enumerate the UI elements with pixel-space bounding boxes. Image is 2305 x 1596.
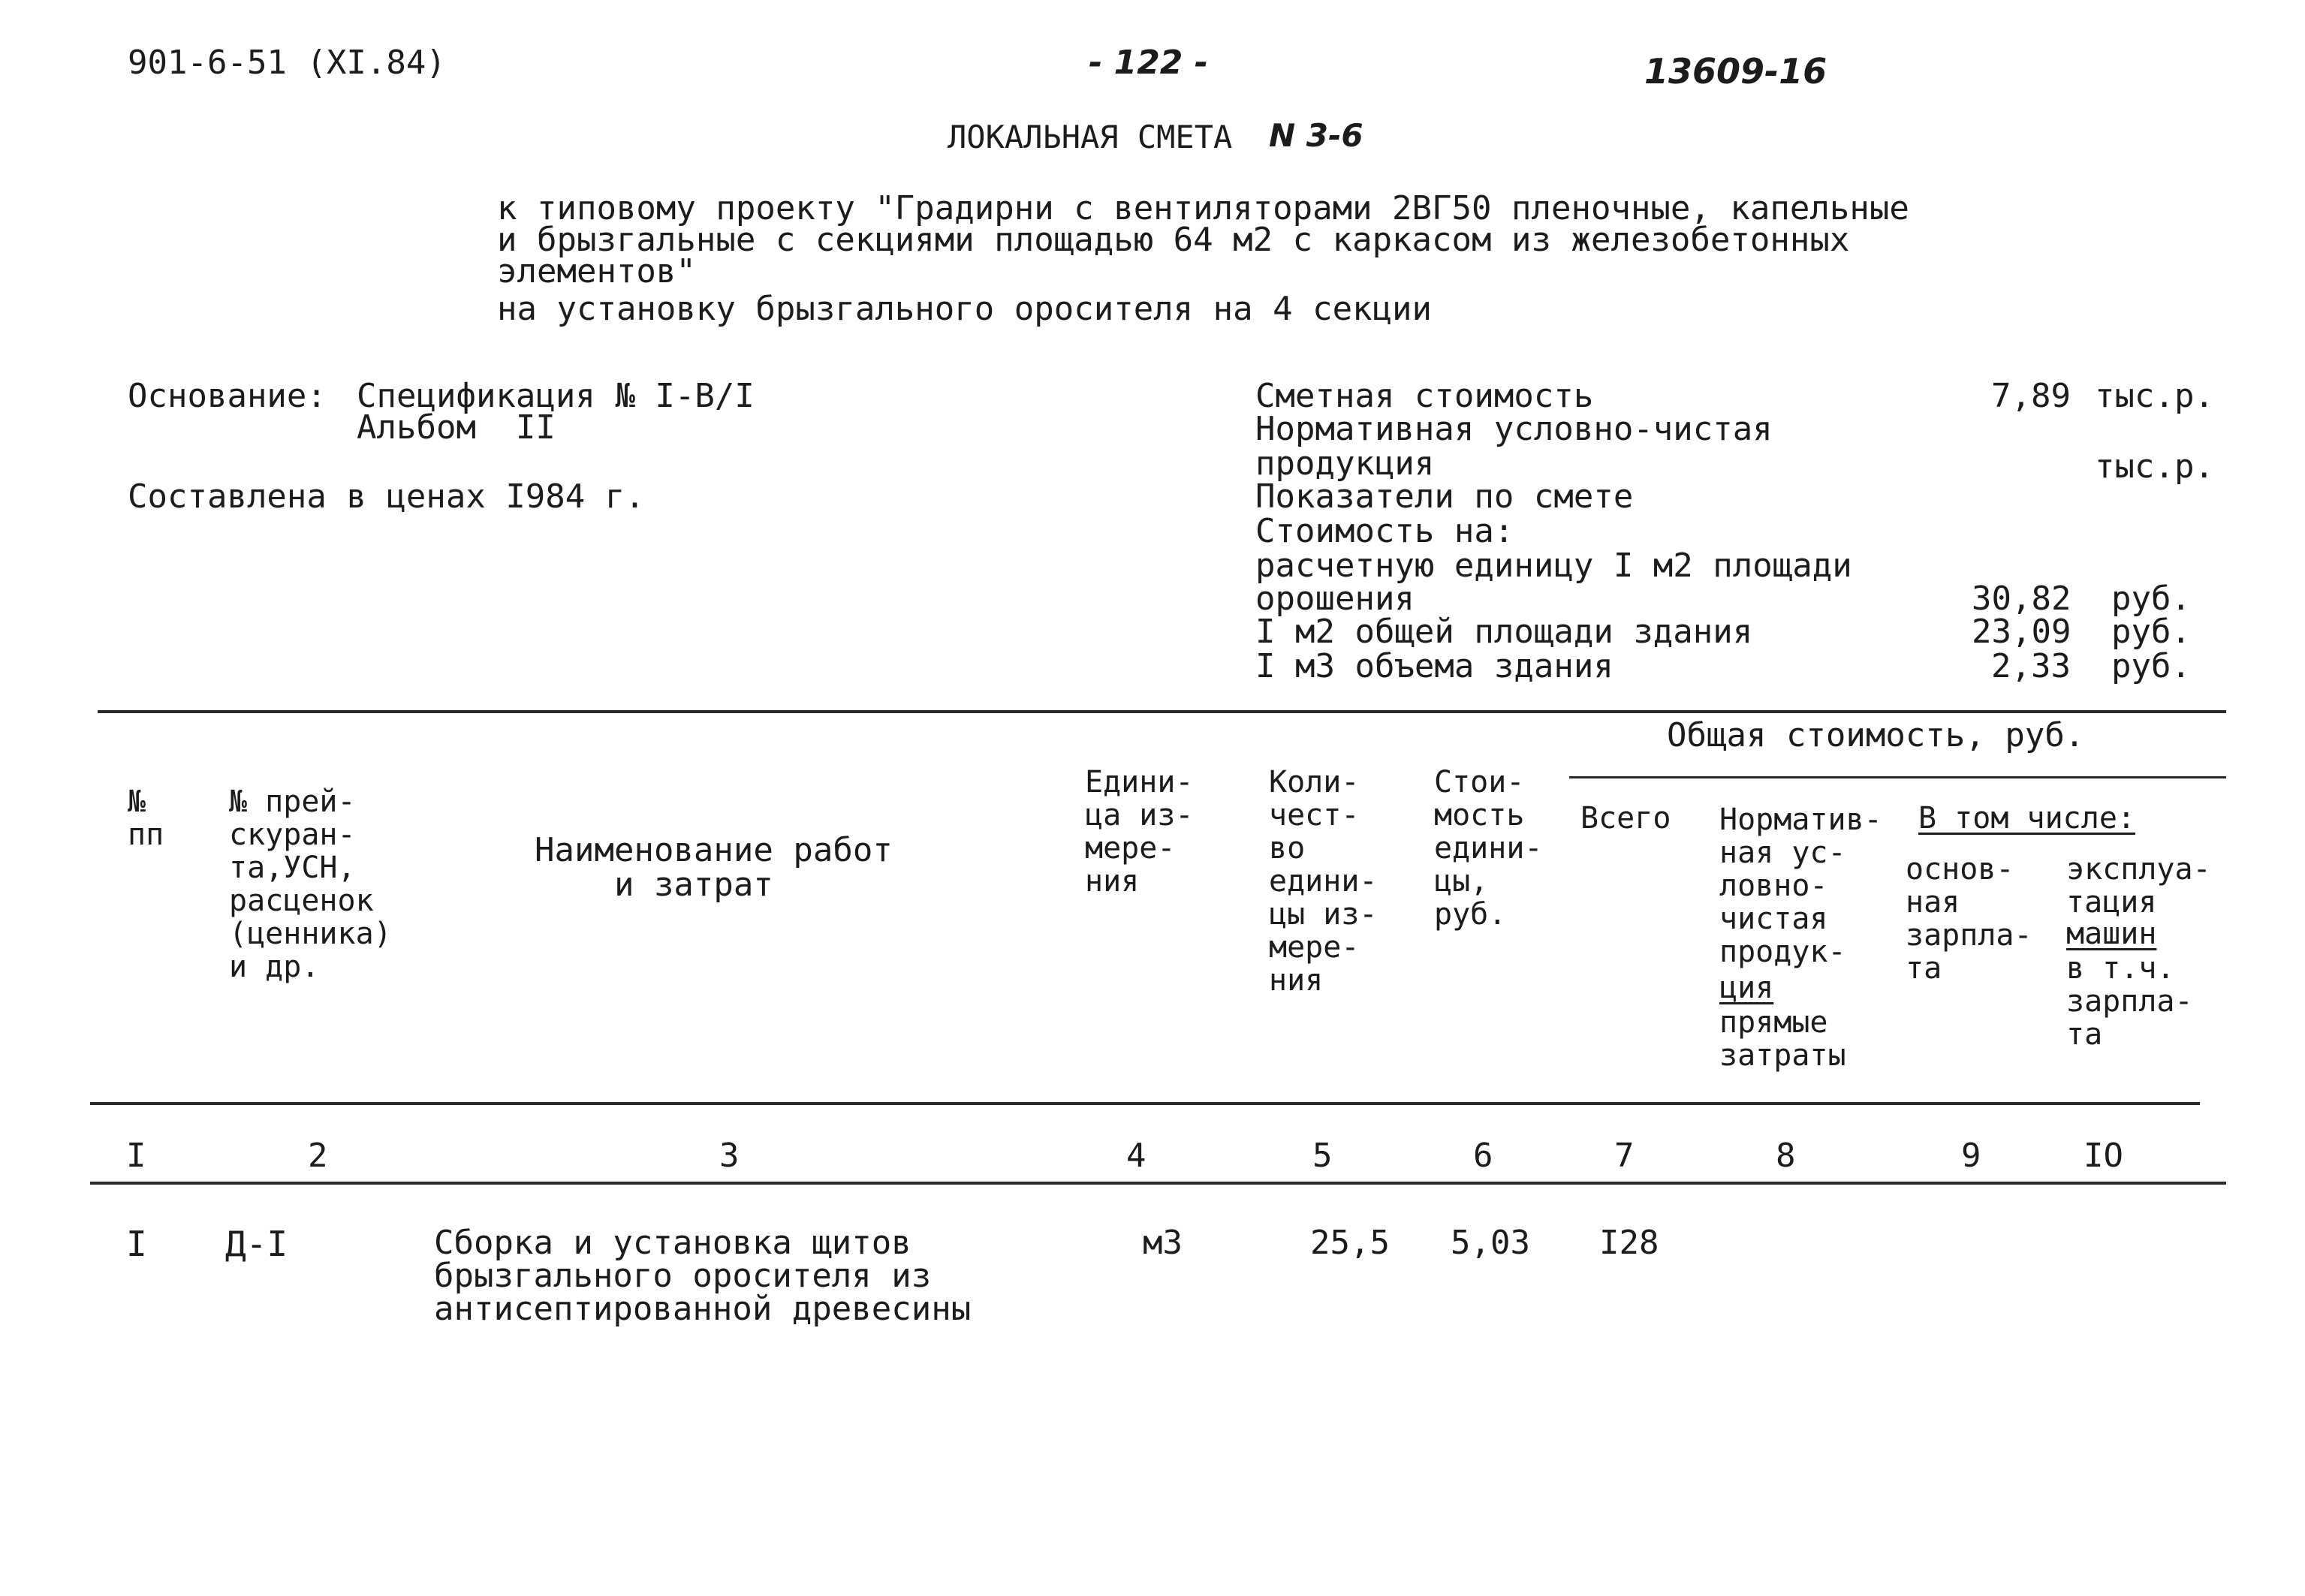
col-header-normative-underlined: ция bbox=[1719, 971, 1774, 1005]
basis-specification: Спецификация № I-В/I bbox=[357, 377, 755, 415]
column-number: I bbox=[126, 1137, 146, 1175]
col-header-price-list: № прей- скуран- та,УСН, расценок (ценника) и др. bbox=[229, 784, 392, 984]
total-cost-header: Общая стоимость, руб. bbox=[1667, 716, 2085, 754]
row-unit-cost: 5,03 bbox=[1451, 1224, 1530, 1262]
prices-year: Составлена в ценах I984 г. bbox=[128, 477, 645, 516]
table-top-rule bbox=[98, 710, 2226, 713]
subtitle-line-4: на установку брызгального оросителя на 4 секции bbox=[497, 290, 1433, 328]
column-number: 2 bbox=[308, 1137, 328, 1175]
volume-cost-label: I м3 объема здания bbox=[1255, 647, 1614, 685]
unit-cost-label-2: орошения bbox=[1255, 580, 1415, 618]
volume-cost-value: 2,33 bbox=[1991, 647, 2071, 685]
col-header-salary: основ- ная зарпла- та bbox=[1906, 852, 2032, 986]
column-number: IO bbox=[2084, 1137, 2123, 1175]
area-cost-label: I м2 общей площади здания bbox=[1255, 613, 1753, 651]
volume-cost-unit: руб. bbox=[2111, 647, 2191, 685]
column-number: 8 bbox=[1776, 1137, 1796, 1175]
total-cost-rule bbox=[1569, 776, 2226, 778]
page-number: - 122 - bbox=[1089, 44, 1209, 82]
column-number: 5 bbox=[1312, 1137, 1333, 1175]
row-unit: м3 bbox=[1143, 1224, 1183, 1262]
normative-label-1: Нормативная условно-чистая bbox=[1255, 410, 1773, 448]
normative-unit: тыс.р. bbox=[2095, 447, 2214, 486]
estimate-number: N 3-6 bbox=[1269, 117, 1363, 154]
subtitle-line-1: к типовому проекту "Градирни с вентиляторами 2ВГ50 пленочные, капельные bbox=[497, 189, 1909, 227]
normative-label-2: продукция bbox=[1255, 444, 1435, 483]
estimate-cost-label: Сметная стоимость bbox=[1255, 377, 1594, 415]
basis-album: Альбом II bbox=[357, 408, 556, 447]
col-header-unit-cost: Стои- мость едини- цы, руб. bbox=[1434, 765, 1543, 932]
indicators-label: Показатели по смете bbox=[1255, 477, 1634, 516]
in-that-number-header: В том числе: bbox=[1918, 801, 2135, 836]
col-header-quantity: Коли- чест- во едини- цы из- мере- ния bbox=[1269, 765, 1378, 998]
subtitle-line-2: и брызгальные с секциями площадью 64 м2 с каркасом из железобетонных bbox=[497, 221, 1850, 259]
col-header-machines-underlined: машин bbox=[2066, 917, 2157, 951]
col-header-machines-salary: в т.ч. зарпла- та bbox=[2066, 951, 2193, 1052]
col-header-machines: эксплуа- тация bbox=[2066, 852, 2211, 920]
row-work-name: Сборка и установка щитов брызгального оросителя из антисептированной древесины bbox=[434, 1224, 972, 1328]
row-total: I28 bbox=[1599, 1224, 1659, 1262]
col-header-unit: Едини- ца из- мере- ния bbox=[1085, 765, 1194, 899]
estimate-cost-unit: тыс.р. bbox=[2095, 377, 2214, 415]
document-title: ЛОКАЛЬНАЯ СМЕТА bbox=[948, 119, 1233, 155]
row-price-code: Д-I bbox=[225, 1224, 288, 1264]
column-number: 4 bbox=[1126, 1137, 1146, 1175]
col-header-direct-costs: прямые затраты bbox=[1719, 1005, 1846, 1073]
archive-number: 13609-16 bbox=[1644, 51, 1827, 92]
row-number: I bbox=[126, 1224, 147, 1264]
estimate-cost-value: 7,89 bbox=[1991, 377, 2071, 415]
col-header-normative: Норматив- ная ус- ловно- чистая продук- bbox=[1719, 803, 1882, 969]
unit-cost-unit: руб. bbox=[2111, 580, 2191, 618]
column-number: 6 bbox=[1473, 1137, 1493, 1175]
subtitle-line-3: элементов" bbox=[497, 252, 696, 291]
unit-cost-value: 30,82 bbox=[1972, 580, 2071, 618]
cost-for-label: Стоимость на: bbox=[1255, 512, 1514, 550]
col-header-number: № пп bbox=[128, 784, 164, 852]
col-header-total: Всего bbox=[1580, 801, 1671, 836]
area-cost-value: 23,09 bbox=[1972, 613, 2071, 651]
header-bottom-rule bbox=[90, 1102, 2200, 1105]
unit-cost-label-1: расчетную единицу I м2 площади bbox=[1255, 547, 1852, 585]
basis-label: Основание: bbox=[128, 377, 327, 415]
col-header-work-name: Наименование работ и затрат bbox=[535, 831, 893, 904]
column-number: 9 bbox=[1961, 1137, 1981, 1175]
document-code: 901-6-51 (XI.84) bbox=[128, 44, 446, 82]
column-number: 3 bbox=[719, 1137, 740, 1175]
column-number: 7 bbox=[1614, 1137, 1635, 1175]
column-numbers-rule bbox=[90, 1182, 2226, 1185]
row-quantity: 25,5 bbox=[1310, 1224, 1390, 1262]
area-cost-unit: руб. bbox=[2111, 613, 2191, 651]
